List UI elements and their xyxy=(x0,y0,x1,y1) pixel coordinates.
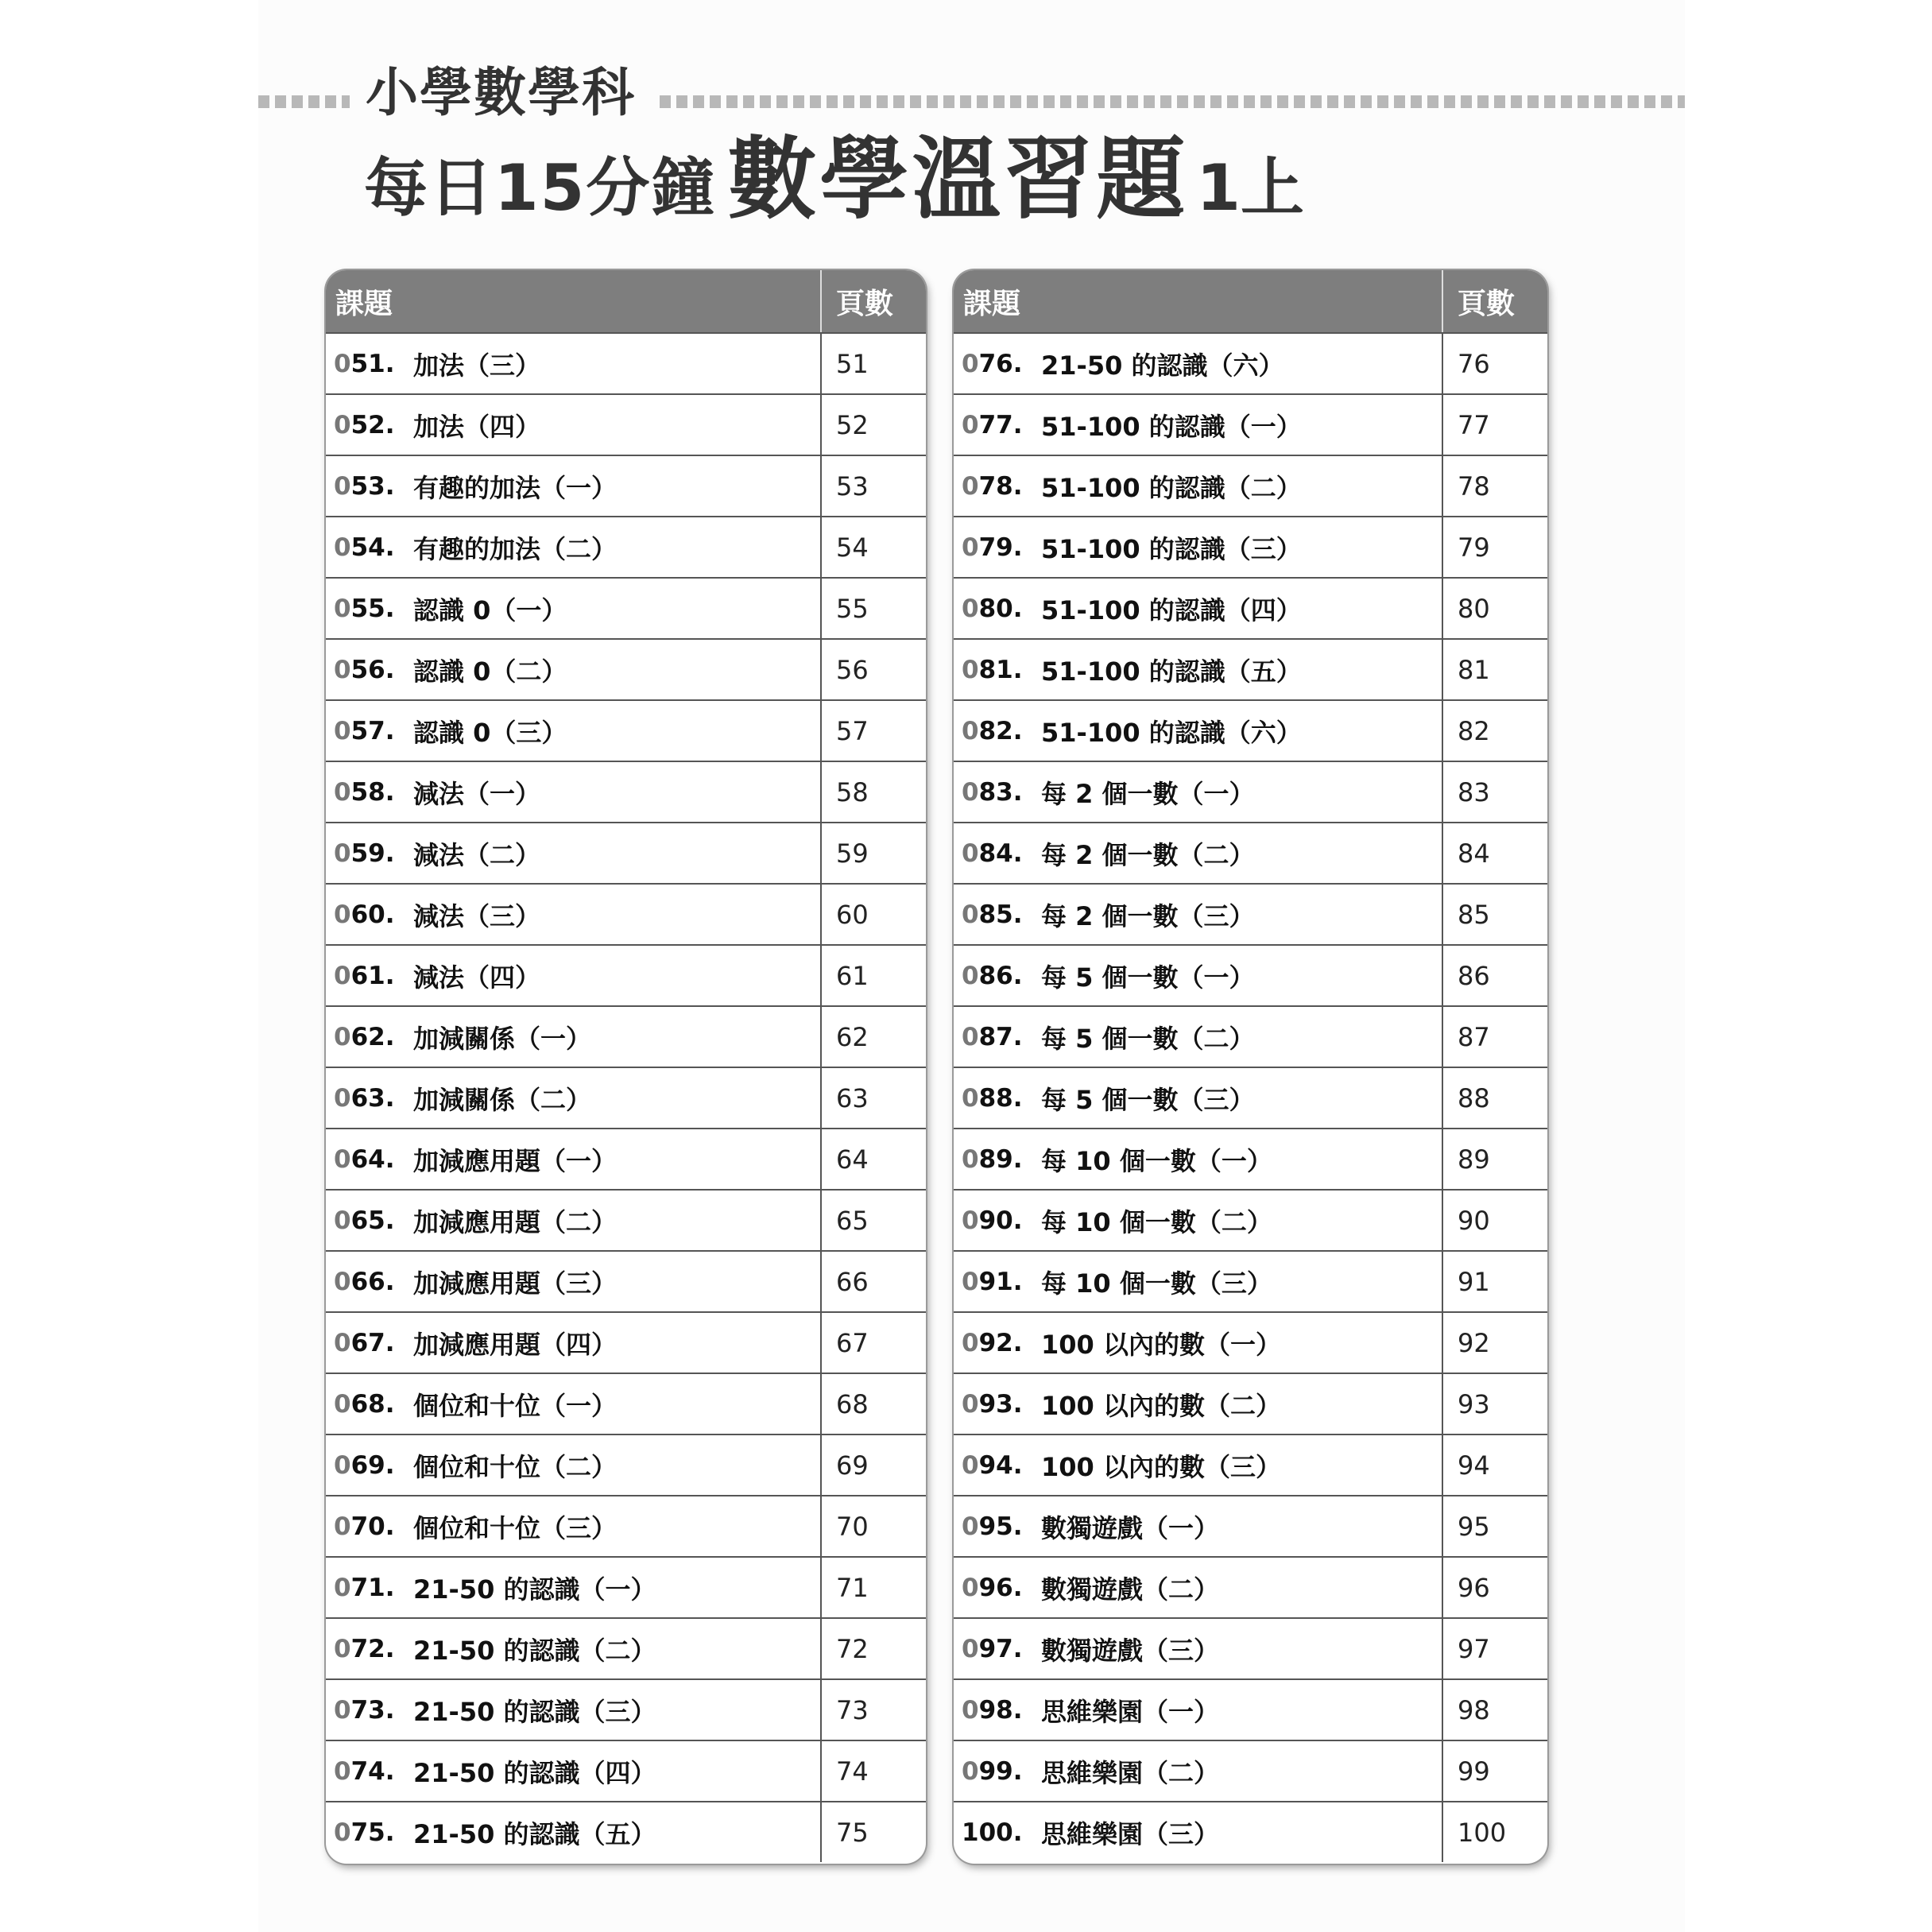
lesson-number: 070. xyxy=(334,1512,395,1541)
lesson-page: 60 xyxy=(820,885,926,944)
table-row xyxy=(954,1373,1547,1434)
lesson-number: 092. xyxy=(962,1328,1023,1357)
table-row xyxy=(326,1311,926,1373)
lesson-number: 089. xyxy=(962,1144,1023,1174)
table-row xyxy=(954,1556,1547,1617)
number-prefix-mark: 0 xyxy=(334,961,351,990)
lesson-page: 78 xyxy=(1442,456,1547,516)
lesson-number: 069. xyxy=(334,1450,395,1480)
number-prefix-mark: 0 xyxy=(962,1083,979,1113)
number-prefix-mark: 0 xyxy=(334,349,351,378)
lesson-number: 063. xyxy=(334,1083,395,1113)
lesson-number: 098. xyxy=(962,1695,1023,1725)
table-row xyxy=(326,577,926,638)
lesson-number: 078. xyxy=(962,471,1023,501)
decorative-dotted-line-right xyxy=(660,95,1685,108)
lesson-page: 64 xyxy=(820,1129,926,1189)
lesson-number: 072. xyxy=(334,1634,395,1663)
lesson-number: 059. xyxy=(334,838,395,868)
lesson-topic: 減法（二） xyxy=(413,839,541,870)
lesson-page: 100 xyxy=(1442,1802,1547,1862)
lesson-page: 67 xyxy=(820,1313,926,1373)
lesson-number: 099. xyxy=(962,1756,1023,1786)
table-row xyxy=(326,1373,926,1434)
number-prefix-mark: 0 xyxy=(334,1573,351,1602)
lesson-topic: 每 10 個一數（三） xyxy=(1041,1268,1272,1299)
table-row xyxy=(326,455,926,516)
lesson-topic: 51-100 的認識（五） xyxy=(1041,656,1302,687)
lesson-number: 065. xyxy=(334,1206,395,1235)
lesson-page: 76 xyxy=(1442,334,1547,393)
lesson-topic: 51-100 的認識（六） xyxy=(1041,717,1302,748)
lesson-number: 067. xyxy=(334,1328,395,1357)
table-row xyxy=(954,1250,1547,1311)
number-prefix-mark: 0 xyxy=(334,655,351,684)
lesson-number: 094. xyxy=(962,1450,1023,1480)
lesson-number: 079. xyxy=(962,532,1023,562)
column-header-page: 頁數 xyxy=(820,270,926,332)
table-row xyxy=(954,1495,1547,1556)
lesson-number: 095. xyxy=(962,1512,1023,1541)
table-row xyxy=(326,1067,926,1128)
lesson-topic: 加法（三） xyxy=(413,350,541,381)
lesson-page: 96 xyxy=(1442,1558,1547,1617)
table-row xyxy=(954,1005,1547,1067)
lesson-topic: 21-50 的認識（六） xyxy=(1041,350,1284,381)
lesson-page: 53 xyxy=(820,456,926,516)
number-prefix-mark: 0 xyxy=(962,1512,979,1541)
number-prefix-mark: 0 xyxy=(962,655,979,684)
lesson-page: 72 xyxy=(820,1619,926,1678)
lesson-topic: 每 2 個一數（三） xyxy=(1041,900,1255,931)
lesson-page: 51 xyxy=(820,334,926,393)
title-prefix: 每日15分鐘 xyxy=(364,151,717,225)
lesson-topic: 減法（一） xyxy=(413,778,541,809)
number-prefix-mark: 0 xyxy=(334,1450,351,1480)
table-row xyxy=(954,761,1547,822)
lesson-page: 80 xyxy=(1442,579,1547,638)
number-prefix-mark: 0 xyxy=(962,349,979,378)
lesson-topic: 加減應用題（一） xyxy=(413,1145,618,1176)
lesson-page: 81 xyxy=(1442,640,1547,699)
number-prefix-mark: 0 xyxy=(334,594,351,623)
lesson-topic: 100 以內的數（一） xyxy=(1041,1329,1281,1360)
lesson-page: 70 xyxy=(820,1496,926,1556)
lesson-page: 98 xyxy=(1442,1680,1547,1740)
lesson-topic: 100 以內的數（三） xyxy=(1041,1451,1281,1482)
lesson-number: 054. xyxy=(334,532,395,562)
lesson-topic: 21-50 的認識（五） xyxy=(413,1818,656,1849)
number-prefix-mark: 0 xyxy=(334,1818,351,1847)
number-prefix-mark: 0 xyxy=(962,900,979,929)
number-prefix-mark: 0 xyxy=(962,471,979,501)
lesson-number: 093. xyxy=(962,1389,1023,1419)
number-prefix-mark: 0 xyxy=(334,532,351,562)
lesson-page: 91 xyxy=(1442,1252,1547,1311)
lesson-number: 085. xyxy=(962,900,1023,929)
number-prefix-mark: 0 xyxy=(962,1695,979,1725)
lesson-topic: 加減關係（一） xyxy=(413,1023,592,1054)
lesson-number: 077. xyxy=(962,410,1023,439)
lesson-page: 90 xyxy=(1442,1191,1547,1250)
number-prefix-mark: 0 xyxy=(334,410,351,439)
lesson-number: 100. xyxy=(962,1818,1023,1847)
lesson-page: 84 xyxy=(1442,823,1547,883)
lesson-topic: 加減應用題（四） xyxy=(413,1329,618,1360)
column-header-topic: 課題 xyxy=(963,287,1021,320)
lesson-number: 087. xyxy=(962,1022,1023,1051)
lesson-page: 88 xyxy=(1442,1068,1547,1128)
lesson-page: 62 xyxy=(820,1007,926,1067)
lesson-topic: 51-100 的認識（四） xyxy=(1041,594,1302,625)
number-prefix-mark: 0 xyxy=(962,410,979,439)
lesson-topic: 認識 0（三） xyxy=(413,717,567,748)
number-prefix-mark: 0 xyxy=(962,594,979,623)
table-row xyxy=(326,699,926,761)
table-row xyxy=(954,1678,1547,1740)
lesson-topic: 認識 0（一） xyxy=(413,594,567,625)
table-row xyxy=(326,1740,926,1801)
lesson-topic: 加減關係（二） xyxy=(413,1084,592,1115)
lesson-number: 083. xyxy=(962,777,1023,807)
lesson-topic: 每 2 個一數（一） xyxy=(1041,778,1255,809)
number-prefix-mark: 0 xyxy=(962,1756,979,1786)
lesson-page: 65 xyxy=(820,1191,926,1250)
number-prefix-mark: 0 xyxy=(962,1267,979,1296)
lesson-topic: 每 2 個一數（二） xyxy=(1041,839,1255,870)
lesson-page: 68 xyxy=(820,1374,926,1434)
number-prefix-mark: 0 xyxy=(334,838,351,868)
table-row xyxy=(326,1250,926,1311)
lesson-page: 89 xyxy=(1442,1129,1547,1189)
number-prefix-mark: 0 xyxy=(962,838,979,868)
table-row xyxy=(954,1740,1547,1801)
lesson-topic: 數獨遊戲（二） xyxy=(1041,1574,1220,1605)
table-header xyxy=(954,270,1547,332)
table-row xyxy=(326,944,926,1005)
lesson-number: 081. xyxy=(962,655,1023,684)
number-prefix-mark: 0 xyxy=(962,1573,979,1602)
table-row xyxy=(326,1617,926,1678)
lesson-page: 75 xyxy=(820,1802,926,1862)
lesson-number: 062. xyxy=(334,1022,395,1051)
number-prefix-mark: 0 xyxy=(334,1756,351,1786)
number-prefix-mark: 0 xyxy=(334,716,351,745)
lesson-page: 66 xyxy=(820,1252,926,1311)
table-row xyxy=(326,1495,926,1556)
title-main: 數學溫習題 xyxy=(727,128,1189,231)
lesson-page: 73 xyxy=(820,1680,926,1740)
table-row xyxy=(954,944,1547,1005)
lesson-page: 99 xyxy=(1442,1741,1547,1801)
number-prefix-mark: 0 xyxy=(334,1022,351,1051)
table-header xyxy=(326,270,926,332)
lesson-number: 096. xyxy=(962,1573,1023,1602)
number-prefix-mark: 0 xyxy=(962,1328,979,1357)
lesson-topic: 每 10 個一數（二） xyxy=(1041,1206,1272,1237)
lesson-number: 056. xyxy=(334,655,395,684)
table-row xyxy=(326,332,926,393)
table-row xyxy=(954,516,1547,577)
number-prefix-mark: 0 xyxy=(334,1512,351,1541)
number-prefix-mark: 0 xyxy=(334,471,351,501)
number-prefix-mark: 0 xyxy=(334,900,351,929)
number-prefix-mark: 0 xyxy=(334,1328,351,1357)
table-row xyxy=(326,1556,926,1617)
lesson-page: 69 xyxy=(820,1435,926,1495)
table-row xyxy=(326,638,926,699)
lesson-page: 71 xyxy=(820,1558,926,1617)
lesson-page: 85 xyxy=(1442,885,1547,944)
lesson-topic: 每 10 個一數（一） xyxy=(1041,1145,1272,1176)
decorative-dotted-line-left xyxy=(258,95,350,108)
lesson-number: 075. xyxy=(334,1818,395,1847)
lesson-page: 59 xyxy=(820,823,926,883)
number-prefix-mark: 0 xyxy=(962,1022,979,1051)
number-prefix-mark: 0 xyxy=(962,961,979,990)
lesson-topic: 51-100 的認識（一） xyxy=(1041,411,1302,442)
table-row xyxy=(954,638,1547,699)
lesson-number: 082. xyxy=(962,716,1023,745)
table-row xyxy=(954,1434,1547,1495)
lesson-page: 87 xyxy=(1442,1007,1547,1067)
lesson-topic: 加減應用題（三） xyxy=(413,1268,618,1299)
number-prefix-mark: 0 xyxy=(962,777,979,807)
lesson-topic: 51-100 的認識（二） xyxy=(1041,472,1302,503)
lesson-page: 58 xyxy=(820,762,926,822)
lesson-number: 055. xyxy=(334,594,395,623)
lesson-topic: 減法（四） xyxy=(413,962,541,993)
table-row xyxy=(954,1617,1547,1678)
lesson-number: 076. xyxy=(962,349,1023,378)
lesson-page: 61 xyxy=(820,946,926,1005)
table-row xyxy=(954,1128,1547,1189)
table-row xyxy=(326,761,926,822)
lesson-topic: 21-50 的認識（四） xyxy=(413,1757,656,1788)
lesson-number: 080. xyxy=(962,594,1023,623)
lesson-number: 066. xyxy=(334,1267,395,1296)
book-title xyxy=(364,128,1304,231)
lesson-page: 83 xyxy=(1442,762,1547,822)
lesson-number: 064. xyxy=(334,1144,395,1174)
table-row xyxy=(954,1801,1547,1862)
lesson-topic: 每 5 個一數（二） xyxy=(1041,1023,1255,1054)
lesson-topic: 21-50 的認識（二） xyxy=(413,1635,656,1666)
table-row xyxy=(326,883,926,944)
column-header-topic: 課題 xyxy=(335,287,393,320)
lesson-number: 091. xyxy=(962,1267,1023,1296)
table-row xyxy=(954,1067,1547,1128)
lesson-topic: 51-100 的認識（三） xyxy=(1041,533,1302,564)
lesson-topic: 思維樂園（二） xyxy=(1041,1757,1220,1788)
lesson-number: 061. xyxy=(334,961,395,990)
lesson-page: 86 xyxy=(1442,946,1547,1005)
lesson-number: 084. xyxy=(962,838,1023,868)
number-prefix-mark: 0 xyxy=(334,777,351,807)
lesson-topic: 21-50 的認識（一） xyxy=(413,1574,656,1605)
table-row xyxy=(954,393,1547,455)
lesson-topic: 100 以內的數（二） xyxy=(1041,1390,1281,1421)
lesson-number: 097. xyxy=(962,1634,1023,1663)
table-row xyxy=(954,332,1547,393)
number-prefix-mark: 0 xyxy=(334,1634,351,1663)
lesson-topic: 加法（四） xyxy=(413,411,541,442)
table-row xyxy=(954,1189,1547,1250)
lesson-topic: 個位和十位（三） xyxy=(413,1512,618,1543)
lesson-topic: 數獨遊戲（一） xyxy=(1041,1512,1220,1543)
table-row xyxy=(326,393,926,455)
lesson-page: 77 xyxy=(1442,395,1547,455)
number-prefix-mark: 0 xyxy=(334,1083,351,1113)
lesson-number: 071. xyxy=(334,1573,395,1602)
lesson-page: 97 xyxy=(1442,1619,1547,1678)
number-prefix-mark: 0 xyxy=(962,532,979,562)
number-prefix-mark: 0 xyxy=(334,1695,351,1725)
lesson-page: 92 xyxy=(1442,1313,1547,1373)
lesson-topic: 減法（三） xyxy=(413,900,541,931)
lesson-topic: 每 5 個一數（三） xyxy=(1041,1084,1255,1115)
number-prefix-mark: 0 xyxy=(962,1450,979,1480)
lesson-page: 93 xyxy=(1442,1374,1547,1434)
lesson-page: 55 xyxy=(820,579,926,638)
table-row xyxy=(326,1128,926,1189)
lesson-number: 073. xyxy=(334,1695,395,1725)
lesson-topic: 有趣的加法（一） xyxy=(413,472,618,503)
table-row xyxy=(954,455,1547,516)
table-row xyxy=(326,1005,926,1067)
lesson-topic: 個位和十位（二） xyxy=(413,1451,618,1482)
lesson-topic: 數獨遊戲（三） xyxy=(1041,1635,1220,1666)
contents-table-left xyxy=(326,270,926,1864)
table-row xyxy=(326,1189,926,1250)
lesson-number: 088. xyxy=(962,1083,1023,1113)
number-prefix-mark: 0 xyxy=(334,1144,351,1174)
book-subtitle: 小學數學科 xyxy=(366,62,636,123)
lesson-topic: 思維樂園（三） xyxy=(1041,1818,1220,1849)
lesson-page: 57 xyxy=(820,701,926,761)
lesson-page: 52 xyxy=(820,395,926,455)
lesson-number: 052. xyxy=(334,410,395,439)
lesson-topic: 認識 0（二） xyxy=(413,656,567,687)
number-prefix-mark: 0 xyxy=(962,1634,979,1663)
lesson-page: 79 xyxy=(1442,517,1547,577)
lesson-page: 74 xyxy=(820,1741,926,1801)
lesson-topic: 有趣的加法（二） xyxy=(413,533,618,564)
table-row xyxy=(326,1801,926,1862)
lesson-page: 56 xyxy=(820,640,926,699)
table-row xyxy=(954,699,1547,761)
table-body-left xyxy=(326,332,926,1862)
lesson-page: 63 xyxy=(820,1068,926,1128)
number-prefix-mark: 0 xyxy=(962,1144,979,1174)
lesson-number: 074. xyxy=(334,1756,395,1786)
lesson-number: 051. xyxy=(334,349,395,378)
lesson-number: 086. xyxy=(962,961,1023,990)
lesson-page: 94 xyxy=(1442,1435,1547,1495)
number-prefix-mark: 0 xyxy=(334,1267,351,1296)
title-suffix: 1上 xyxy=(1196,151,1304,225)
lesson-number: 068. xyxy=(334,1389,395,1419)
contents-table-right xyxy=(954,270,1547,1864)
table-row xyxy=(326,516,926,577)
number-prefix-mark: 0 xyxy=(962,1389,979,1419)
table-row xyxy=(954,1311,1547,1373)
table-row xyxy=(954,577,1547,638)
number-prefix-mark: 0 xyxy=(334,1389,351,1419)
lesson-number: 058. xyxy=(334,777,395,807)
table-row xyxy=(954,883,1547,944)
lesson-topic: 加減應用題（二） xyxy=(413,1206,618,1237)
column-header-page: 頁數 xyxy=(1442,270,1547,332)
table-row xyxy=(326,1678,926,1740)
lesson-page: 95 xyxy=(1442,1496,1547,1556)
table-row xyxy=(326,822,926,883)
number-prefix-mark: 0 xyxy=(962,1206,979,1235)
number-prefix-mark: 0 xyxy=(962,716,979,745)
lesson-page: 54 xyxy=(820,517,926,577)
table-row xyxy=(954,822,1547,883)
number-prefix-mark: 0 xyxy=(334,1206,351,1235)
lesson-number: 060. xyxy=(334,900,395,929)
lesson-page: 82 xyxy=(1442,701,1547,761)
lesson-number: 057. xyxy=(334,716,395,745)
table-body-right xyxy=(954,332,1547,1862)
lesson-number: 053. xyxy=(334,471,395,501)
lesson-number: 090. xyxy=(962,1206,1023,1235)
table-row xyxy=(326,1434,926,1495)
lesson-topic: 每 5 個一數（一） xyxy=(1041,962,1255,993)
lesson-topic: 21-50 的認識（三） xyxy=(413,1696,656,1727)
lesson-topic: 思維樂園（一） xyxy=(1041,1696,1220,1727)
lesson-topic: 個位和十位（一） xyxy=(413,1390,618,1421)
